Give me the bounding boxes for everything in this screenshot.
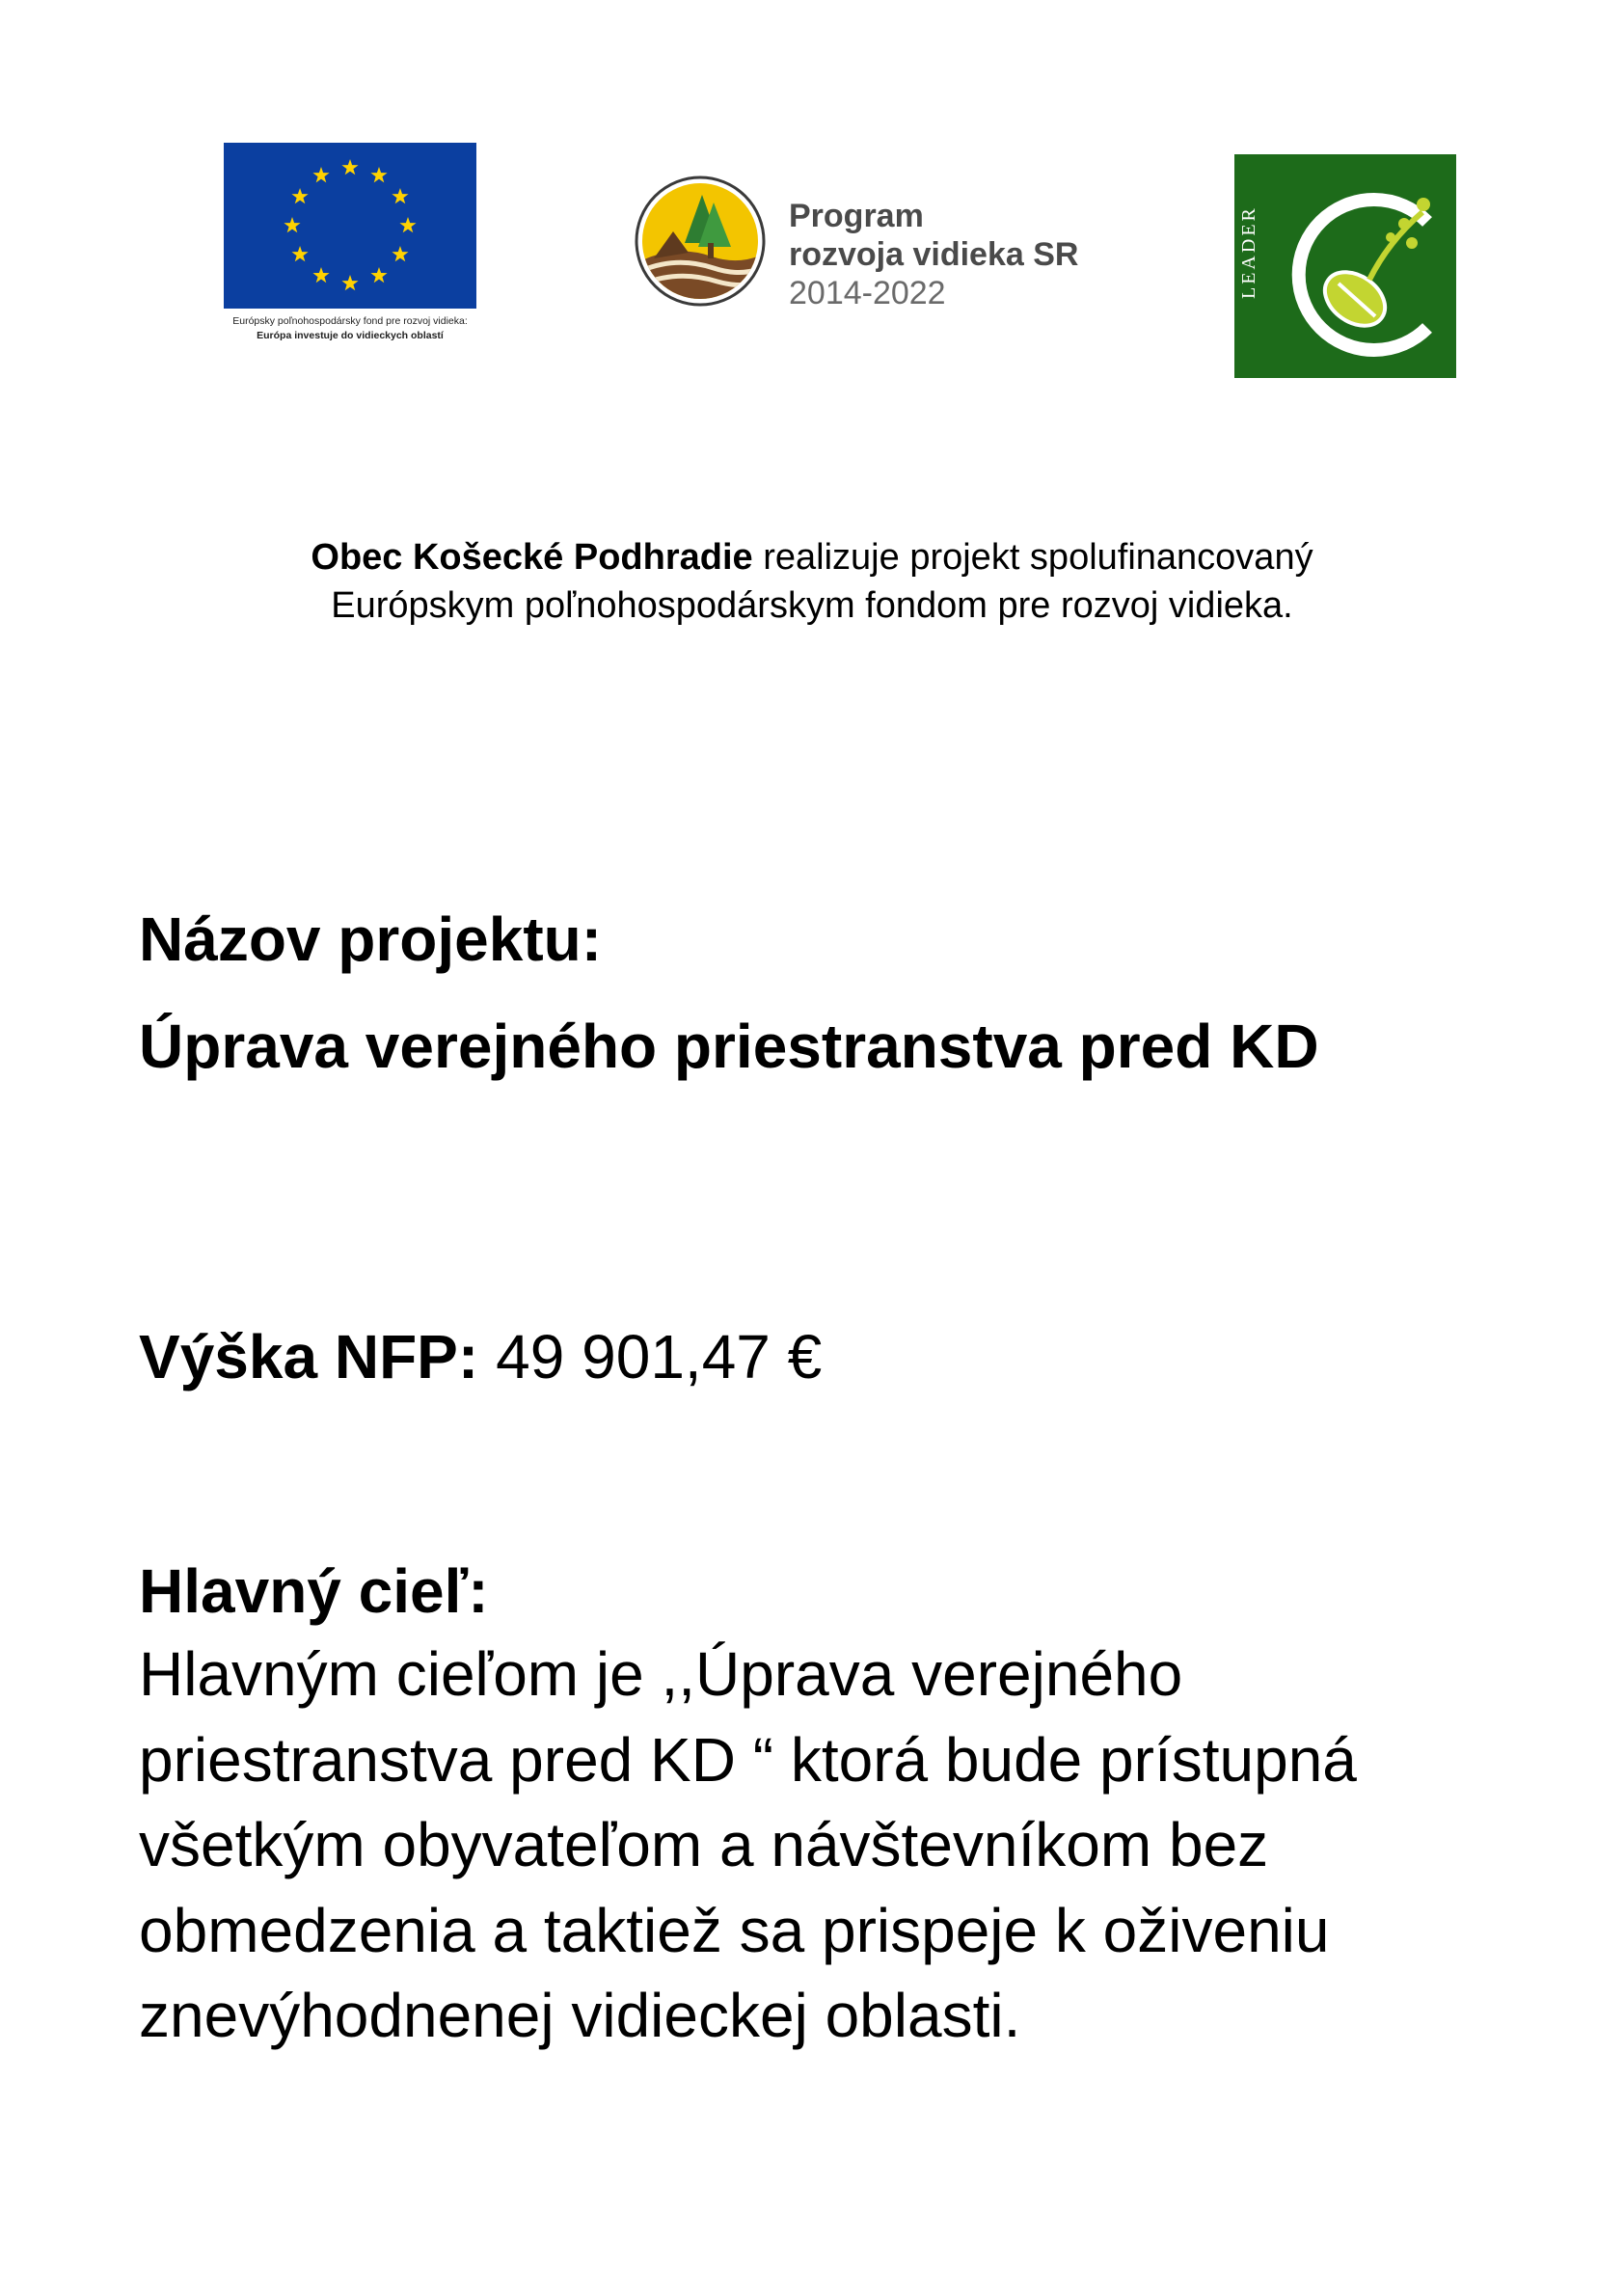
eu-star-icon: [341, 275, 358, 290]
prv-logo: [635, 176, 1136, 311]
municipality-name: Obec Košecké Podhradie: [311, 537, 753, 578]
amount-label: Výška NFP:: [139, 1322, 479, 1391]
prv-line3: 2014-2022: [789, 275, 946, 311]
eu-star-icon: [399, 217, 416, 232]
prv-text: [789, 197, 1078, 312]
amount-value: 49 901,47 €: [496, 1322, 823, 1391]
project-name-value: Úprava verejného priestranstva pred KD: [139, 1012, 1319, 1081]
intro-text: [193, 533, 1431, 630]
eu-caption: [196, 314, 504, 343]
amount-row: [139, 1316, 822, 1397]
eu-star-icon: [284, 217, 300, 232]
prv-line1: Program: [789, 198, 924, 234]
leader-emblem-icon: [1234, 154, 1456, 378]
eu-flag-icon: [224, 143, 476, 309]
prv-line2: rozvoja vidieka SR: [789, 236, 1079, 273]
eu-star-icon: [291, 246, 308, 261]
eu-caption-line1: Európsky poľnohospodársky fond pre rozvoj vidieka:: [232, 315, 468, 327]
intro-line1: [193, 533, 1431, 581]
eu-caption-line2: Európa investuje do vidieckych oblastí: [257, 330, 444, 341]
eu-star-icon: [370, 267, 387, 283]
eu-star-icon: [341, 159, 358, 175]
eu-star-icon: [291, 188, 308, 203]
leader-logo: [1234, 154, 1456, 378]
eu-star-icon: [392, 188, 408, 203]
eu-star-icon: [392, 246, 408, 261]
eu-star-icon: [370, 167, 387, 182]
goal-text: Hlavným cieľom je ,,Úprava verejného priestranstva pred KD “ ktorá bude prístupná všetkým obyvateľom a návštevníkom bez obmedzenia a taktiež sa prispeje k oživeniu znevýhodnenej vidieckej oblasti.: [139, 1639, 1357, 2050]
prv-emblem-icon: [635, 176, 766, 307]
leader-text: LEADER: [1238, 205, 1259, 299]
project-name-label: Názov projektu:: [139, 905, 603, 974]
intro-line1-rest: realizuje projekt spolufinancovaný: [752, 537, 1313, 578]
eu-star-icon: [312, 167, 329, 182]
eu-star-icon: [312, 267, 329, 283]
intro-line2: Európskym poľnohospodárskym fondom pre rozvoj vidieka.: [331, 585, 1293, 626]
goal-label: Hlavný cieľ:: [139, 1556, 489, 1626]
